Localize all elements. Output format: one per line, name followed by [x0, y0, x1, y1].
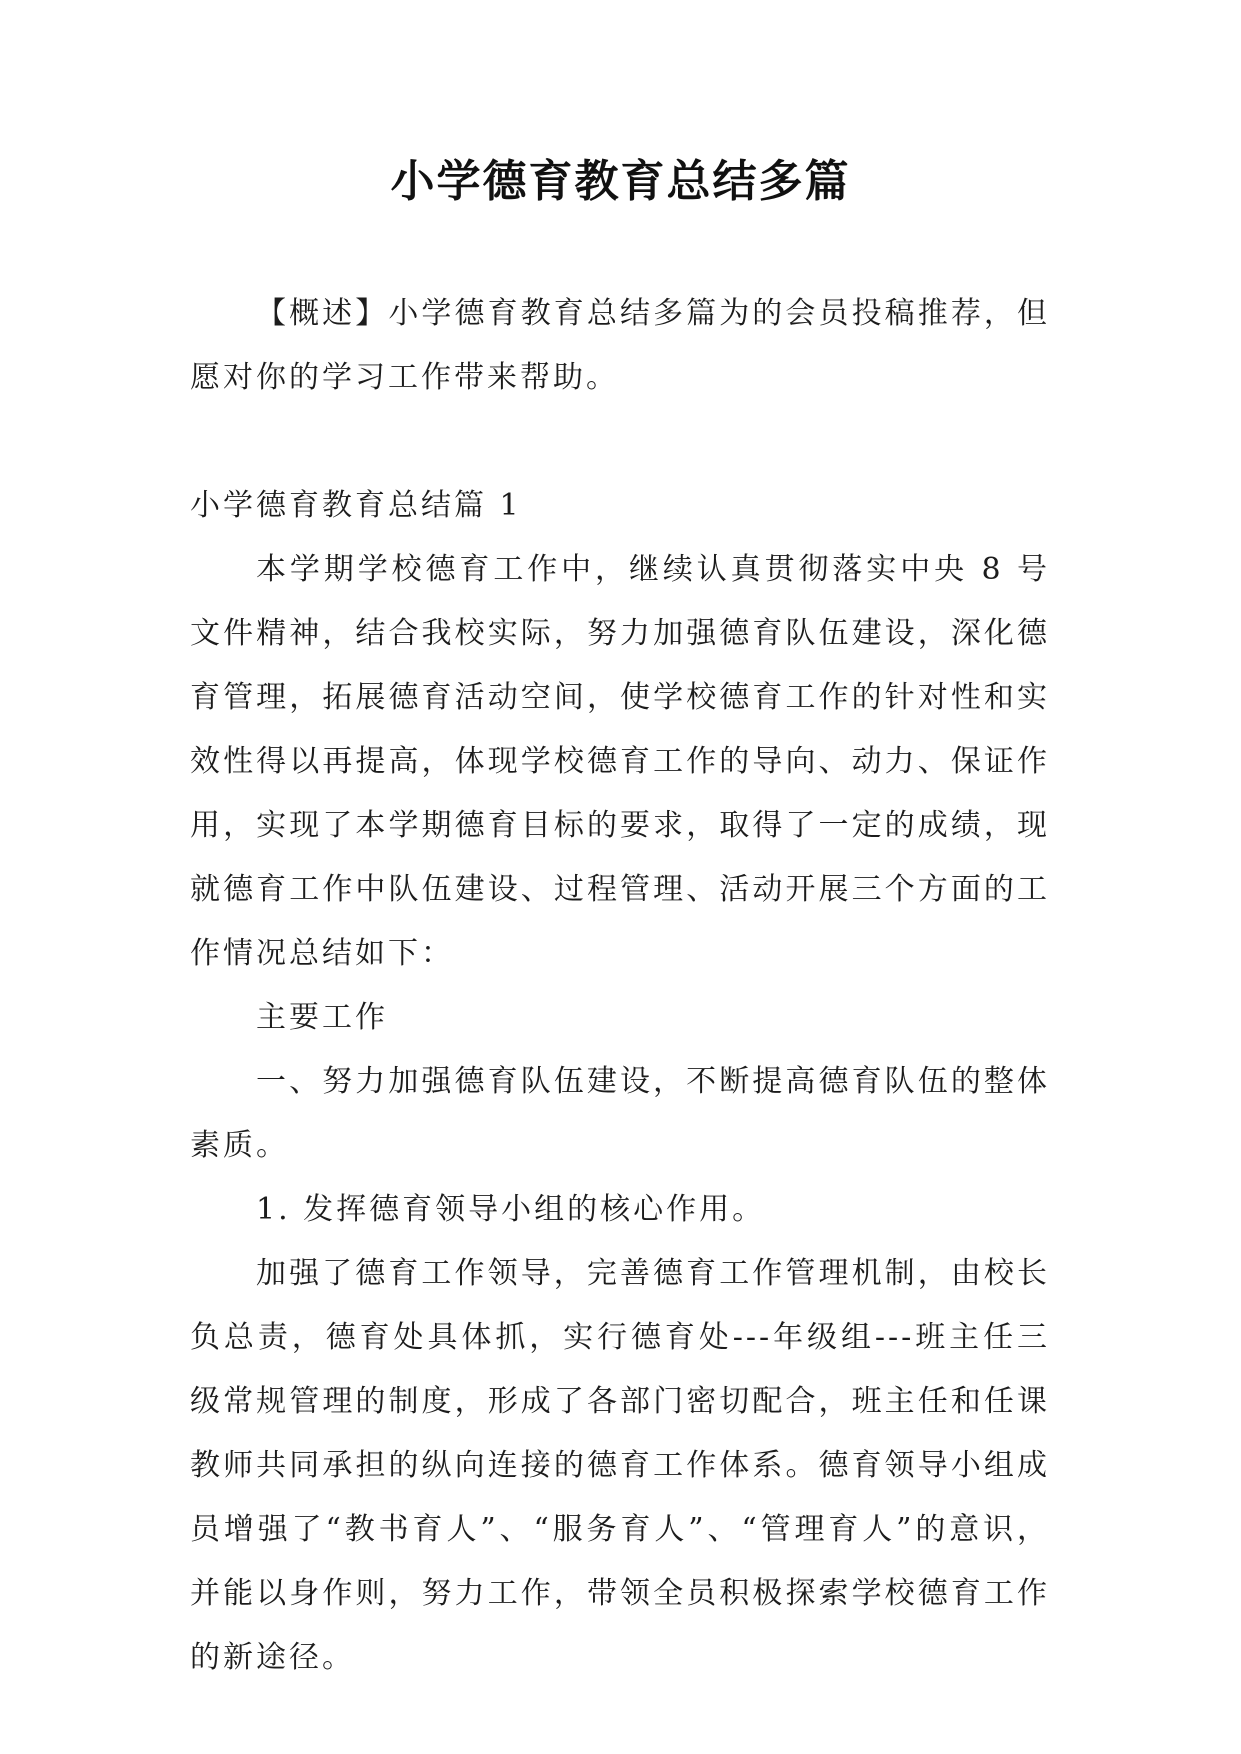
- paragraph-gap: [190, 410, 1050, 474]
- document-body: [190, 282, 1050, 1690]
- list-item: 1. 发挥德育领导小组的核心作用。: [256, 1192, 766, 1227]
- body-paragraph: 一、努力加强德育队伍建设，不断提高德育队伍的整体素质。: [190, 1064, 1050, 1163]
- summary-paragraph: 【概述】小学德育教育总结多篇为的会员投稿推荐，但愿对你的学习工作带来帮助。: [190, 296, 1050, 395]
- section-heading: 小学德育教育总结篇 1: [190, 488, 522, 523]
- body-paragraph: 加强了德育工作领导，完善德育工作管理机制，由校长负总责，德育处具体抓，实行德育处---年级组---班主任三级常规管理的制度，形成了各部门密切配合，班主任和任课教师共同承担的纵向连接的德育工作体系。德育领导小组成员增强了“教书育人”、“服务育人”、“管理育人”的意识，并能以身作则，努力工作，带领全员积极探索学校德育工作的新途径。: [190, 1256, 1050, 1675]
- document-title: 小学德育教育总结多篇: [390, 156, 851, 207]
- body-paragraph: 本学期学校德育工作中，继续认真贯彻落实中央 8 号文件精神，结合我校实际，努力加强德育队伍建设，深化德育管理，拓展德育活动空间，使学校德育工作的针对性和实效性得以再提高，体现学校德育工作的导向、动力、保证作用，实现了本学期德育目标的要求，取得了一定的成绩，现就德育工作中队伍建设、过程管理、活动开展三个方面的工作情况总结如下：: [190, 552, 1050, 971]
- subheading-main-work: 主要工作: [256, 1000, 388, 1035]
